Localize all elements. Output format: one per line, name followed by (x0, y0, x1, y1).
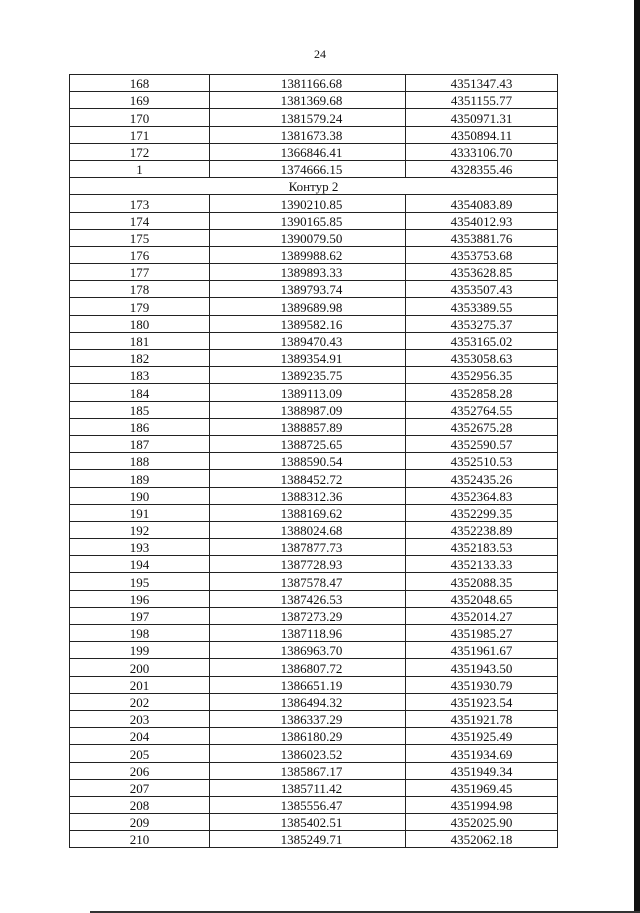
table-row (70, 384, 558, 401)
y-coordinate-cell: 4352062.18 (406, 831, 558, 848)
x-coordinate-cell: 1390165.85 (210, 212, 406, 229)
table-row (70, 728, 558, 745)
x-coordinate-cell: 1388725.65 (210, 435, 406, 452)
table-row (70, 470, 558, 487)
x-coordinate-cell: 1385711.42 (210, 779, 406, 796)
point-number-cell: 200 (70, 659, 210, 676)
x-coordinate-cell: 1381579.24 (210, 109, 406, 126)
table-row (70, 453, 558, 470)
table-row (70, 109, 558, 126)
point-number-cell: 169 (70, 92, 210, 109)
table-row (70, 195, 558, 212)
y-coordinate-cell: 4351347.43 (406, 75, 558, 92)
point-number-cell: 205 (70, 745, 210, 762)
x-coordinate-cell: 1388312.36 (210, 487, 406, 504)
point-number-cell: 188 (70, 453, 210, 470)
x-coordinate-cell: 1386337.29 (210, 710, 406, 727)
point-number-cell: 1 (70, 160, 210, 177)
x-coordinate-cell: 1389988.62 (210, 246, 406, 263)
point-number-cell: 178 (70, 281, 210, 298)
point-number-cell: 183 (70, 367, 210, 384)
page-number: 24 (314, 47, 326, 61)
y-coordinate-cell: 4351930.79 (406, 676, 558, 693)
table-row (70, 315, 558, 332)
y-coordinate-cell: 4351969.45 (406, 779, 558, 796)
point-number-cell: 207 (70, 779, 210, 796)
point-number-cell: 168 (70, 75, 210, 92)
table-row (70, 625, 558, 642)
x-coordinate-cell: 1389354.91 (210, 350, 406, 367)
y-coordinate-cell: 4351985.27 (406, 625, 558, 642)
point-number-cell: 202 (70, 693, 210, 710)
point-number-cell: 196 (70, 590, 210, 607)
x-coordinate-cell: 1388590.54 (210, 453, 406, 470)
point-number-cell: 210 (70, 831, 210, 848)
point-number-cell: 201 (70, 676, 210, 693)
x-coordinate-cell: 1388857.89 (210, 418, 406, 435)
table-row (70, 710, 558, 727)
x-coordinate-cell: 1388169.62 (210, 504, 406, 521)
y-coordinate-cell: 4351943.50 (406, 659, 558, 676)
point-number-cell: 182 (70, 350, 210, 367)
y-coordinate-cell: 4352133.33 (406, 556, 558, 573)
y-coordinate-cell: 4350894.11 (406, 126, 558, 143)
y-coordinate-cell: 4352956.35 (406, 367, 558, 384)
x-coordinate-cell: 1387273.29 (210, 607, 406, 624)
point-number-cell: 175 (70, 229, 210, 246)
table-row (70, 212, 558, 229)
x-coordinate-cell: 1388987.09 (210, 401, 406, 418)
y-coordinate-cell: 4351923.54 (406, 693, 558, 710)
point-number-cell: 204 (70, 728, 210, 745)
y-coordinate-cell: 4351961.67 (406, 642, 558, 659)
table-row (70, 418, 558, 435)
table-row (70, 504, 558, 521)
table-row (70, 264, 558, 281)
x-coordinate-cell: 1387877.73 (210, 539, 406, 556)
x-coordinate-cell: 1386023.52 (210, 745, 406, 762)
y-coordinate-cell: 4352764.55 (406, 401, 558, 418)
point-number-cell: 177 (70, 264, 210, 281)
table-row (70, 796, 558, 813)
table-row (70, 659, 558, 676)
x-coordinate-cell: 1389893.33 (210, 264, 406, 281)
y-coordinate-cell: 4353628.85 (406, 264, 558, 281)
x-coordinate-cell: 1387578.47 (210, 573, 406, 590)
scan-edge-right (634, 0, 640, 913)
x-coordinate-cell: 1385402.51 (210, 814, 406, 831)
y-coordinate-cell: 4333106.70 (406, 143, 558, 160)
y-coordinate-cell: 4352590.57 (406, 435, 558, 452)
table-row (70, 367, 558, 384)
y-coordinate-cell: 4352238.89 (406, 521, 558, 538)
x-coordinate-cell: 1386651.19 (210, 676, 406, 693)
x-coordinate-cell: 1387426.53 (210, 590, 406, 607)
table-row (70, 435, 558, 452)
table-row (70, 487, 558, 504)
point-number-cell: 185 (70, 401, 210, 418)
point-number-cell: 187 (70, 435, 210, 452)
point-number-cell: 174 (70, 212, 210, 229)
point-number-cell: 180 (70, 315, 210, 332)
point-number-cell: 197 (70, 607, 210, 624)
table-row (70, 521, 558, 538)
table-row (70, 745, 558, 762)
point-number-cell: 181 (70, 332, 210, 349)
x-coordinate-cell: 1388024.68 (210, 521, 406, 538)
point-number-cell: 206 (70, 762, 210, 779)
point-number-cell: 189 (70, 470, 210, 487)
x-coordinate-cell: 1374666.15 (210, 160, 406, 177)
table-row (70, 676, 558, 693)
table-row (70, 642, 558, 659)
table-row (70, 401, 558, 418)
table-row (70, 779, 558, 796)
y-coordinate-cell: 4353881.76 (406, 229, 558, 246)
x-coordinate-cell: 1389582.16 (210, 315, 406, 332)
y-coordinate-cell: 4352025.90 (406, 814, 558, 831)
y-coordinate-cell: 4352435.26 (406, 470, 558, 487)
x-coordinate-cell: 1390079.50 (210, 229, 406, 246)
y-coordinate-cell: 4353058.63 (406, 350, 558, 367)
table-row (70, 762, 558, 779)
y-coordinate-cell: 4352364.83 (406, 487, 558, 504)
point-number-cell: 198 (70, 625, 210, 642)
table-row (70, 126, 558, 143)
table-row (70, 539, 558, 556)
point-number-cell: 203 (70, 710, 210, 727)
y-coordinate-cell: 4352048.65 (406, 590, 558, 607)
x-coordinate-cell: 1381166.68 (210, 75, 406, 92)
y-coordinate-cell: 4351921.78 (406, 710, 558, 727)
y-coordinate-cell: 4351155.77 (406, 92, 558, 109)
x-coordinate-cell: 1385249.71 (210, 831, 406, 848)
x-coordinate-cell: 1381673.38 (210, 126, 406, 143)
y-coordinate-cell: 4352299.35 (406, 504, 558, 521)
x-coordinate-cell: 1386180.29 (210, 728, 406, 745)
point-number-cell: 171 (70, 126, 210, 143)
point-number-cell: 172 (70, 143, 210, 160)
x-coordinate-cell: 1366846.41 (210, 143, 406, 160)
x-coordinate-cell: 1389235.75 (210, 367, 406, 384)
y-coordinate-cell: 4351949.34 (406, 762, 558, 779)
point-number-cell: 170 (70, 109, 210, 126)
y-coordinate-cell: 4351934.69 (406, 745, 558, 762)
table-row (70, 75, 558, 92)
y-coordinate-cell: 4353389.55 (406, 298, 558, 315)
section-header-row (70, 178, 558, 195)
y-coordinate-cell: 4353165.02 (406, 332, 558, 349)
x-coordinate-cell: 1387118.96 (210, 625, 406, 642)
point-number-cell: 209 (70, 814, 210, 831)
table-row (70, 298, 558, 315)
x-coordinate-cell: 1381369.68 (210, 92, 406, 109)
point-number-cell: 173 (70, 195, 210, 212)
y-coordinate-cell: 4352510.53 (406, 453, 558, 470)
x-coordinate-cell: 1389689.98 (210, 298, 406, 315)
point-number-cell: 190 (70, 487, 210, 504)
point-number-cell: 192 (70, 521, 210, 538)
point-number-cell: 191 (70, 504, 210, 521)
y-coordinate-cell: 4352858.28 (406, 384, 558, 401)
y-coordinate-cell: 4350971.31 (406, 109, 558, 126)
x-coordinate-cell: 1385556.47 (210, 796, 406, 813)
table-row (70, 556, 558, 573)
point-number-cell: 199 (70, 642, 210, 659)
point-number-cell: 184 (70, 384, 210, 401)
y-coordinate-cell: 4353275.37 (406, 315, 558, 332)
y-coordinate-cell: 4351994.98 (406, 796, 558, 813)
section-label: Контур 2 (70, 178, 558, 195)
table-row (70, 590, 558, 607)
y-coordinate-cell: 4353507.43 (406, 281, 558, 298)
point-number-cell: 176 (70, 246, 210, 263)
x-coordinate-cell: 1388452.72 (210, 470, 406, 487)
y-coordinate-cell: 4353753.68 (406, 246, 558, 263)
table-row (70, 92, 558, 109)
x-coordinate-cell: 1385867.17 (210, 762, 406, 779)
table-row (70, 332, 558, 349)
table-row (70, 229, 558, 246)
section-header-block (70, 178, 558, 195)
x-coordinate-cell: 1389793.74 (210, 281, 406, 298)
x-coordinate-cell: 1390210.85 (210, 195, 406, 212)
coordinates-top-block (70, 75, 558, 178)
y-coordinate-cell: 4354012.93 (406, 212, 558, 229)
table-row (70, 350, 558, 367)
table-row (70, 831, 558, 848)
y-coordinate-cell: 4351925.49 (406, 728, 558, 745)
table-row (70, 143, 558, 160)
point-number-cell: 179 (70, 298, 210, 315)
y-coordinate-cell: 4352088.35 (406, 573, 558, 590)
table-row (70, 281, 558, 298)
coordinates-table (69, 74, 558, 848)
y-coordinate-cell: 4352014.27 (406, 607, 558, 624)
x-coordinate-cell: 1389113.09 (210, 384, 406, 401)
x-coordinate-cell: 1386963.70 (210, 642, 406, 659)
x-coordinate-cell: 1386807.72 (210, 659, 406, 676)
y-coordinate-cell: 4352675.28 (406, 418, 558, 435)
point-number-cell: 193 (70, 539, 210, 556)
y-coordinate-cell: 4328355.46 (406, 160, 558, 177)
table-row (70, 607, 558, 624)
table-row (70, 693, 558, 710)
y-coordinate-cell: 4354083.89 (406, 195, 558, 212)
table-row (70, 160, 558, 177)
x-coordinate-cell: 1386494.32 (210, 693, 406, 710)
point-number-cell: 208 (70, 796, 210, 813)
y-coordinate-cell: 4352183.53 (406, 539, 558, 556)
point-number-cell: 186 (70, 418, 210, 435)
table-row (70, 246, 558, 263)
table-row (70, 814, 558, 831)
point-number-cell: 195 (70, 573, 210, 590)
coordinates-bottom-block (70, 195, 558, 848)
table-row (70, 573, 558, 590)
point-number-cell: 194 (70, 556, 210, 573)
x-coordinate-cell: 1387728.93 (210, 556, 406, 573)
x-coordinate-cell: 1389470.43 (210, 332, 406, 349)
